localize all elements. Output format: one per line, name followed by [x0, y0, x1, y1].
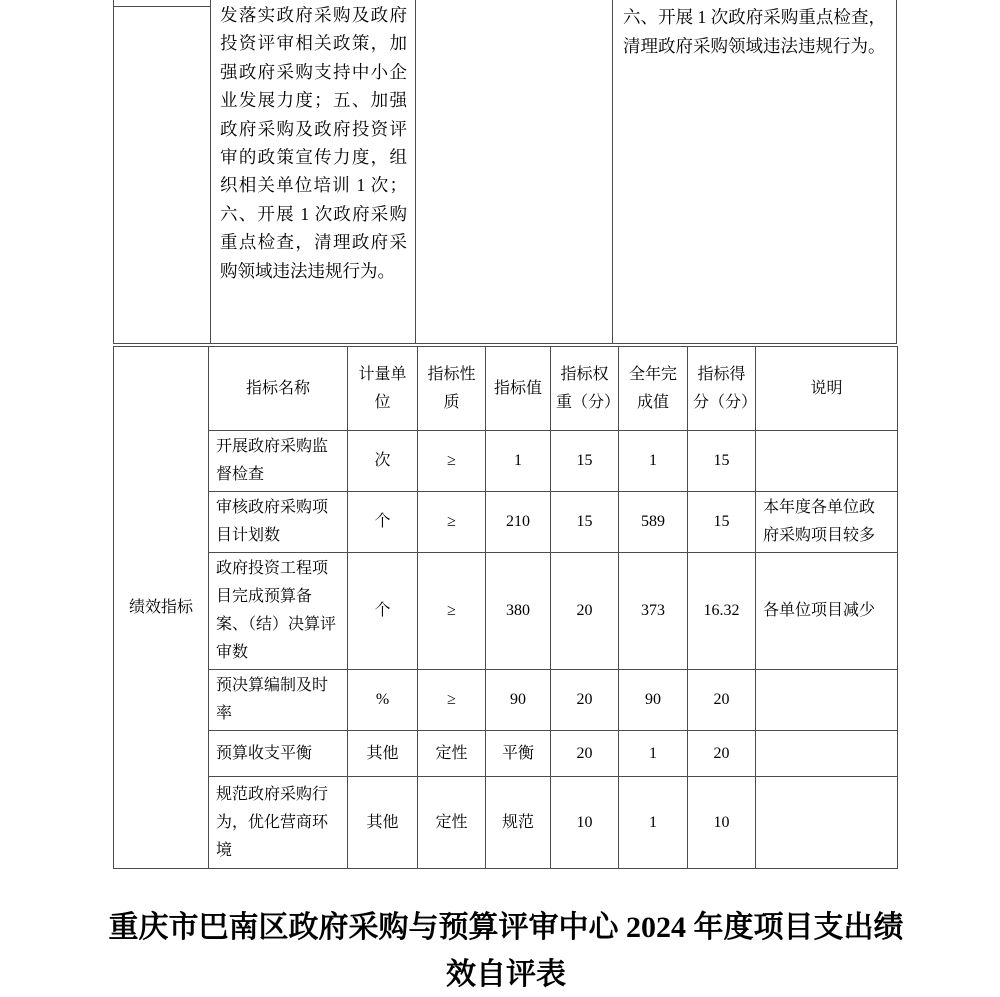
nature-cell: 定性 [418, 777, 486, 869]
nature-cell: ≥ [418, 553, 486, 670]
col-header-annual-completion: 全年完成值 [619, 347, 688, 431]
unit-cell: 其他 [348, 777, 418, 869]
col-header-target-value: 指标值 [486, 347, 551, 431]
indicator-row [114, 431, 898, 492]
score-cell: 15 [688, 492, 756, 553]
completion-cell: 90 [619, 670, 688, 731]
continuation-table [113, 0, 897, 344]
continuation-empty-cell [416, 0, 613, 343]
target-value-cell: 380 [486, 553, 551, 670]
continuation-left-empty-cell [114, 0, 211, 343]
target-value-cell: 90 [486, 670, 551, 731]
indicator-section-label: 绩效指标 [114, 347, 209, 869]
indicator-row [114, 670, 898, 731]
score-cell: 20 [688, 731, 756, 777]
nature-cell: ≥ [418, 431, 486, 492]
weight-cell: 20 [551, 553, 619, 670]
nature-cell: 定性 [418, 731, 486, 777]
target-value-cell: 平衡 [486, 731, 551, 777]
note-cell [756, 777, 898, 869]
nature-cell: ≥ [418, 670, 486, 731]
note-cell: 各单位项目减少 [756, 553, 898, 670]
indicator-table [113, 346, 898, 869]
continuation-summary-cell: 六、开展 1 次政府采购重点检查，清理政府采购领域违法违规行为。 [623, 7, 886, 56]
weight-cell: 15 [551, 431, 619, 492]
unit-cell: 其他 [348, 731, 418, 777]
weight-cell: 20 [551, 731, 619, 777]
score-cell: 20 [688, 670, 756, 731]
indicator-row [114, 777, 898, 869]
score-cell: 10 [688, 777, 756, 869]
target-value-cell: 210 [486, 492, 551, 553]
target-value-cell: 1 [486, 431, 551, 492]
page-title: 重庆市巴南区政府采购与预算评审中心 2024 年度项目支出绩效自评表 [108, 911, 904, 991]
unit-cell: 个 [348, 553, 418, 670]
nature-cell: ≥ [418, 492, 486, 553]
col-header-indicator-name: 指标名称 [209, 347, 348, 431]
weight-cell: 15 [551, 492, 619, 553]
col-header-unit: 计量单位 [348, 347, 418, 431]
weight-cell: 10 [551, 777, 619, 869]
completion-cell: 1 [619, 431, 688, 492]
score-cell: 15 [688, 431, 756, 492]
indicator-row [114, 731, 898, 777]
unit-cell: % [348, 670, 418, 731]
indicator-row [114, 553, 898, 670]
col-header-note: 说明 [756, 347, 898, 431]
completion-cell: 1 [619, 777, 688, 869]
indicator-name-cell: 开展政府采购监督检查 [209, 431, 348, 492]
indicator-name-cell: 预算收支平衡 [209, 731, 348, 777]
unit-cell: 个 [348, 492, 418, 553]
weight-cell: 20 [551, 670, 619, 731]
completion-cell: 1 [619, 731, 688, 777]
continuation-measures-cell: 发落实政府采购及政府投资评审相关政策，加强政府采购支持中小企业发展力度；五、加强政府采购及政府投资评审的政策宣传力度，组织相关单位培训 1 次；六、开展 1 次政府采购重点检查，清理政府采购领域违法违规行为。 [211, 0, 416, 343]
target-value-cell: 规范 [486, 777, 551, 869]
indicator-row [114, 492, 898, 553]
indicator-name-cell: 政府投资工程项目完成预算备案、（结）决算评审数 [209, 553, 348, 670]
col-header-weight: 指标权重（分） [551, 347, 619, 431]
note-cell: 本年度各单位政府采购项目较多 [756, 492, 898, 553]
indicator-name-cell: 规范政府采购行为，优化营商环境 [209, 777, 348, 869]
indicator-name-cell: 预决算编制及时率 [209, 670, 348, 731]
indicator-name-cell: 审核政府采购项目计划数 [209, 492, 348, 553]
completion-cell: 589 [619, 492, 688, 553]
col-header-nature: 指标性质 [418, 347, 486, 431]
note-cell [756, 431, 898, 492]
unit-cell: 次 [348, 431, 418, 492]
completion-cell: 373 [619, 553, 688, 670]
score-cell: 16.32 [688, 553, 756, 670]
note-cell [756, 670, 898, 731]
note-cell [756, 731, 898, 777]
col-header-score: 指标得分（分） [688, 347, 756, 431]
